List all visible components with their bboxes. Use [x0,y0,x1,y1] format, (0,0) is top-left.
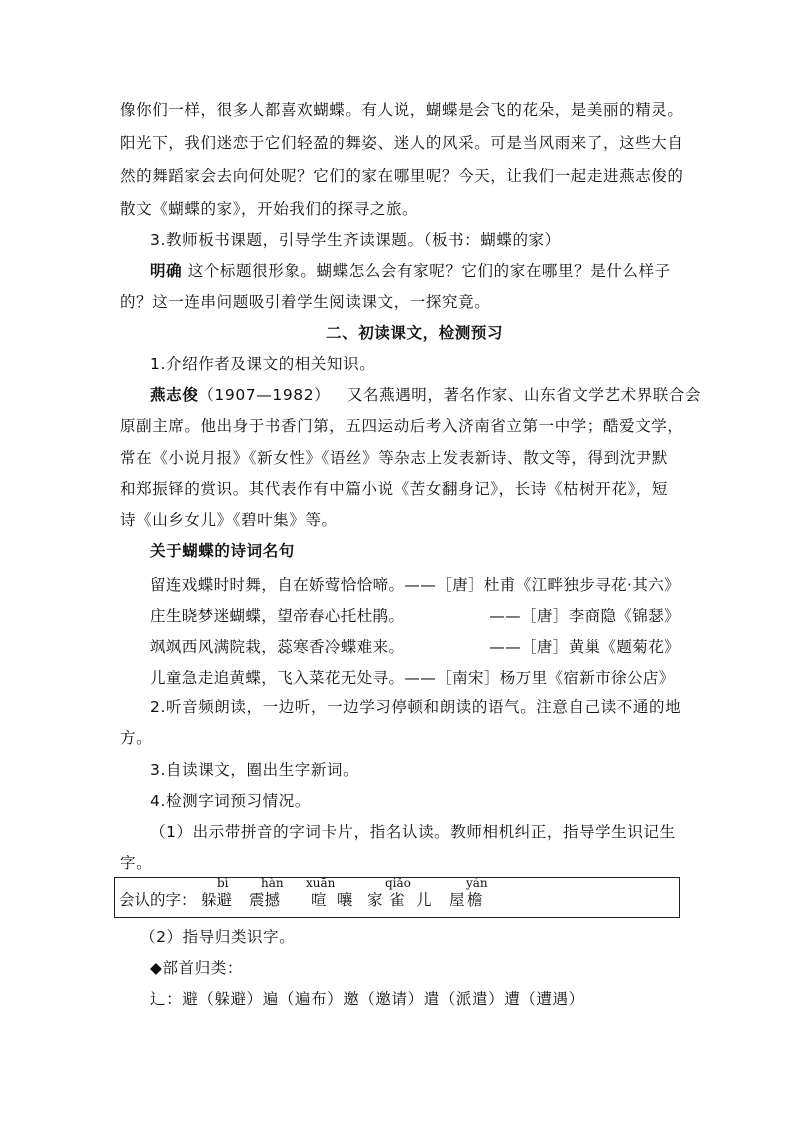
author-line-3: 常在《小说月报》《新女性》《语丝》等杂志上发表新诗、散文等，得到沈尹默 [120,449,669,467]
poem-line-2: 庄生晓梦迷蝴蝶，望帝春心托杜鹃。 [150,607,405,625]
char-que: 雀 [389,891,405,909]
author-line-1 [150,385,701,405]
item-1: 1.介绍作者及课文的相关知识。 [150,355,376,373]
author-line-2: 原副主席。他出身于书香门第，五四运动后考入济南省立第一中学；酷爱文学， [120,417,684,435]
sub-2: （2）指导归类识字。 [140,928,296,946]
poem-line-1: 留连戏蝶时时舞，自在娇莺恰恰啼。——［唐］杜甫《江畔独步寻花·其六》 [150,576,681,594]
poems-title: 关于蝴蝶的诗词名句 [150,542,295,560]
step-3: 3.教师板书课题，引导学生齐读课题。（板书：蝴蝶的家） [150,231,561,249]
radical-line: 辶：避（躲避）遍（遍布）邀（邀请）遣（派遣）遭（遭遇） [150,990,585,1008]
item-2-line-1: 2.听音频朗读，一边听，一边学习停顿和朗读的语气。注意自己读不通的地 [150,698,682,716]
poem-source-3: ——［唐］黄巢《题菊花》 [489,638,680,656]
pinyin-yan: yán [466,876,488,890]
intro-line-4: 散文《蝴蝶的家》，开始我们的探寻之旅。 [120,200,419,218]
poem-line-4: 儿童急走追黄蝶，飞入菜花无处寻。——［南宋］杨万里《宿新市徐公店》 [150,669,675,687]
poem-line-3: 飒飒西风满院栽，蕊寒香冷蝶难来。 [150,638,405,656]
intro-line-3: 然的舞蹈家会去向何处呢？它们的家在哪里呢？今天，让我们一起走进燕志俊的 [120,167,684,185]
pinyin-bi: bì [217,876,229,890]
char-jia: 家 [367,891,383,909]
char-wu: 屋 [449,891,465,909]
radical-title: ◆部首归类： [150,959,244,977]
sub-1-line-1: （1）出示带拼音的字词卡片，指名认读。教师相机纠正，指导学生识记生 [150,823,676,841]
clarify-line-2: 的？这一连串问题吸引着学生阅读课文，一探究竟。 [120,293,491,311]
author-years: （1907—1982） [198,386,331,404]
word-zhenhan: 震撼 [249,891,281,909]
card-label: 会认的字： [119,891,197,909]
pinyin-han: hàn [261,876,284,890]
clarify-text-1: 这个标题很形象。蝴蝶怎么会有家呢？它们的家在哪里？是什么样子 [187,262,671,280]
word-duobi: 躲避 [201,891,233,909]
intro-line-1: 像你们一样，很多人都喜欢蝴蝶。有人说，蝴蝶是会飞的花朵，是美丽的精灵。 [120,101,684,119]
intro-line-2: 阳光下，我们迷恋于它们轻盈的舞姿、迷人的风采。可是当风雨来了，这些大自 [120,134,684,152]
item-4: 4.检测字词预习情况。 [150,792,311,810]
char-yan: 檐 [467,891,483,909]
clarify-label: 明确 [150,262,183,280]
char-er: 儿 [416,891,432,909]
section-2-title: 二、初读课文，检测预习 [326,324,504,342]
author-name: 燕志俊 [150,386,199,404]
sub-1-line-2: 字。 [120,854,153,872]
char-rang: 嚷 [337,891,353,909]
clarify-line-1 [150,261,671,281]
author-line-4: 和郑振铎的赏识。其代表作有中篇小说《苦女翻身记》，长诗《枯树开花》，短 [120,480,669,498]
item-2-line-2: 方。 [120,729,153,747]
word-card [114,877,680,918]
pinyin-xuan: xuān [306,876,336,890]
author-text-1: 又名燕遇明，著名作家、山东省文学艺术界联合会 [346,386,702,404]
poem-source-2: ——［唐］李商隐《锦瑟》 [489,607,680,625]
item-3: 3.自读课文，圈出生字新词。 [150,761,360,779]
char-xuan: 喧 [311,891,327,909]
author-line-5: 诗《山乡女儿》《碧叶集》等。 [120,511,338,529]
pinyin-qiao: qiǎo [385,876,411,890]
